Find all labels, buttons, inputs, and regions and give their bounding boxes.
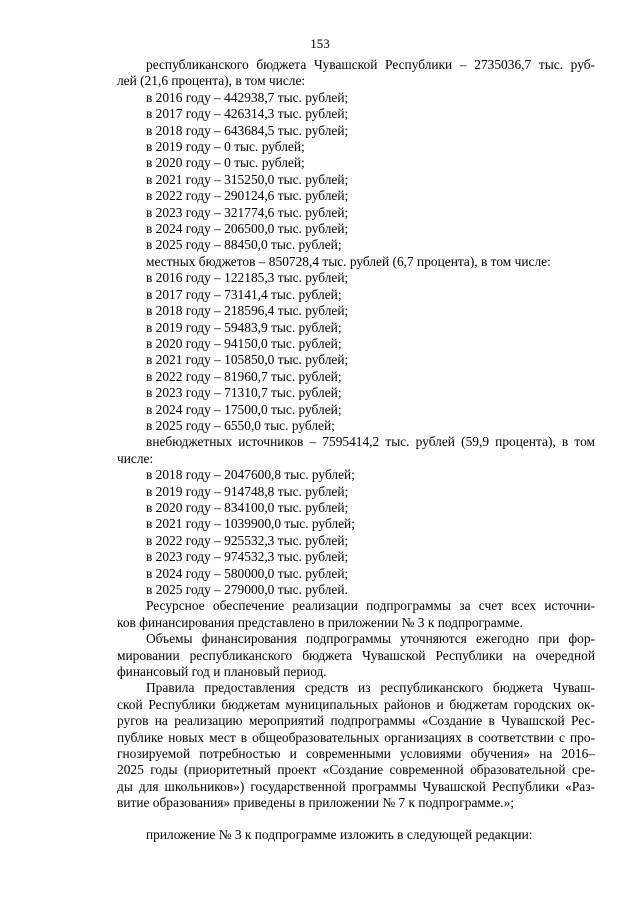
text-line: мировании республиканского бюджета Чувашской Республики на очередной [117,647,595,663]
text-line: витие образования» приведены в приложении № 7 к подпрограмме.»; [117,795,515,811]
list-item: в 2025 году – 88450,0 тыс. рублей; [146,237,342,253]
list-item: в 2019 году – 914748,8 тыс. рублей; [146,483,349,499]
list-item: в 2016 году – 442938,7 тыс. рублей; [146,89,349,105]
list-item: в 2017 году – 426314,3 тыс. рублей; [146,106,349,122]
list-item: в 2024 году – 206500,0 тыс. рублей; [146,221,349,237]
list-item: в 2021 году – 1039900,0 тыс. рублей; [146,516,355,532]
text-line: лей (21,6 процента), в том числе: [117,73,306,89]
extrabudget-header [117,434,595,467]
list-item: в 2025 году – 279000,0 тыс. рублей. [146,582,348,597]
list-item: в 2020 году – 0 тыс. рублей; [146,155,305,171]
list-item: в 2019 году – 59483,9 тыс. рублей; [146,319,342,335]
text-line: Правила предоставления средств из республиканского бюджета Чуваш- [146,680,595,696]
final-instruction: приложение № 3 к подпрограмме изложить в следующей редакции: [146,826,533,842]
text-line: Ресурсное обеспечение реализации подпрограммы за счет всех источни- [146,598,595,614]
volumes-paragraph [117,631,595,680]
document-body [117,57,595,843]
text-line: 2025 годы (приоритетный проект «Создание современной образовательной сре- [117,762,595,778]
text-line: публике новых мест в общеобразовательных организациях в соответствии с про- [117,729,595,745]
list-item: в 2019 году – 0 тыс. рублей; [146,139,305,155]
text-line: республиканского бюджета Чувашской Республики – 2735036,7 тыс. руб- [146,57,595,72]
list-item: в 2023 году – 321774,6 тыс. рублей; [146,204,349,220]
list-item: в 2021 году – 105850,0 тыс. рублей; [146,352,349,368]
local-budget-header [117,254,595,270]
list-item: в 2022 году – 290124,6 тыс. рублей; [146,188,349,204]
list-item: в 2025 году – 6550,0 тыс. рублей; [146,417,335,433]
list-item: в 2017 году – 73141,4 тыс. рублей; [146,286,342,302]
text-line: внебюджетных источников – 7595414,2 тыс. рублей (59,9 процента), в том [146,434,595,450]
text-line: числе: [117,450,154,466]
paragraph-gap [117,812,595,827]
list-item: в 2021 году – 315250,0 тыс. рублей; [146,171,349,187]
list-item: в 2022 году – 81960,7 тыс. рублей; [146,368,342,384]
list-item: в 2018 году – 2047600,8 тыс. рублей; [146,467,355,483]
list-item: в 2023 году – 71310,7 тыс. рублей; [146,385,342,401]
text-line: ды для школьников») государственной программы Чувашской Республики «Раз- [117,778,595,794]
extrabudget-years [117,467,595,598]
text-line: ругов на реализацию мероприятий подпрограммы «Создание в Чувашской Рес- [117,713,595,729]
list-item: в 2018 году – 643684,5 тыс. рублей; [146,122,349,138]
text-line: финансовый год и плановый период. [117,664,327,680]
text-line: гнозируемой потребностью и современными условиями обучения» на 2016– [117,746,595,762]
list-item: в 2022 году – 925532,3 тыс. рублей; [146,532,349,548]
list-item: в 2016 году – 122185,3 тыс. рублей; [146,270,349,286]
page-number: 153 [310,36,330,51]
list-item: в 2020 году – 834100,0 тыс. рублей; [146,499,349,515]
resource-paragraph [117,598,595,631]
local-budget-years [117,270,595,434]
list-item: в 2024 году – 17500,0 тыс. рублей; [146,401,342,417]
list-item: в 2020 году – 94150,0 тыс. рублей; [146,335,342,351]
list-item: в 2024 году – 580000,0 тыс. рублей; [146,565,349,581]
republic-budget-years [117,90,595,254]
text-line: Объемы финансирования подпрограммы уточняются ежегодно при фор- [146,631,595,647]
list-item: в 2023 году – 974532,3 тыс. рублей; [146,549,349,565]
rules-paragraph [117,680,595,811]
republic-budget-header [117,57,595,90]
list-item: в 2018 году – 218596,4 тыс. рублей; [146,303,349,319]
text-line: ков финансирования представлено в приложении № 3 к подпрограмме. [117,614,523,630]
text-line: ской Республики бюджетам муниципальных районов и бюджетам городских ок- [117,696,595,712]
text-line: местных бюджетов – 850728,4 тыс. рублей (6,7 процента), в том числе: [146,253,551,269]
